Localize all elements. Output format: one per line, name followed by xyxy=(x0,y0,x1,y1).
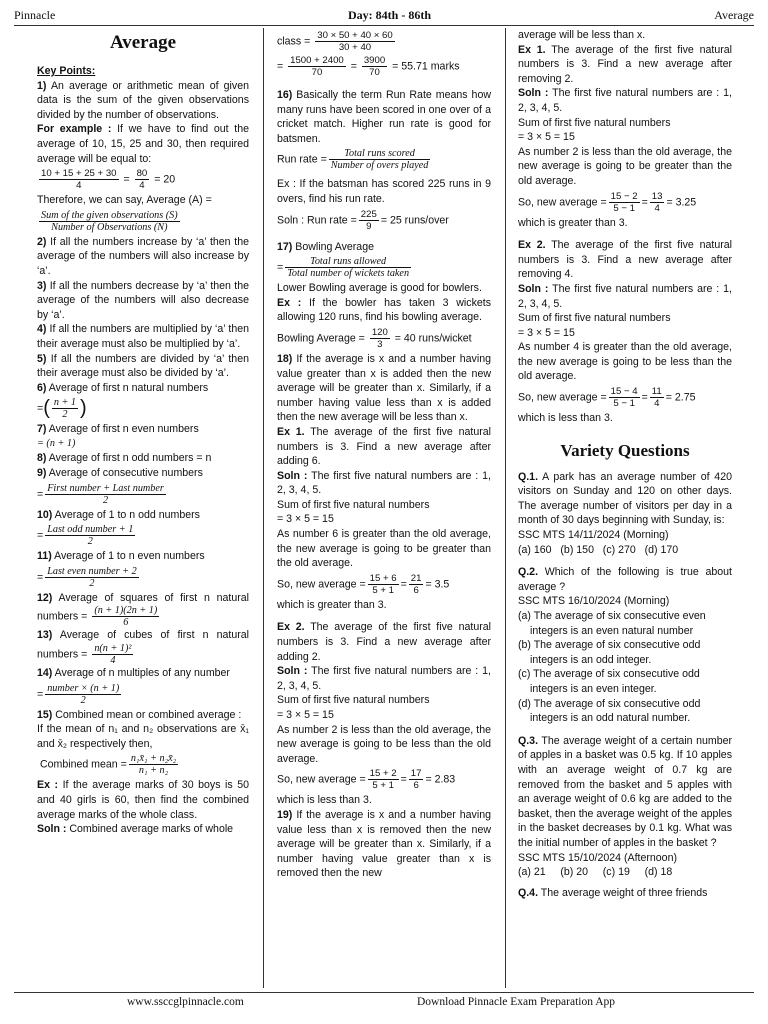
question-2-option-b: (b) The average of six consecutive odd integers is an odd integer. xyxy=(518,639,701,666)
bowling-solution: Bowling Average = $\frac{120}{3}$ = 40 runs/wicket xyxy=(277,326,472,350)
remove-solution-1-calc: So, new average = $\frac{15 - 2}{5 - 1}$ = $\frac{13}{4}$ = 3.25 xyxy=(518,190,697,214)
run-rate-solution: Soln : Run rate = $\frac{225}{9}$ = 25 runs/over xyxy=(277,208,449,232)
remove-solution-1-reason: As number 2 is less than the old average, the new average is going to be greater than the old average. xyxy=(518,145,732,187)
page-title: Average xyxy=(109,32,177,53)
add-solution-2-calc: So, new average = $\frac{15 + 2}{5 + 1}$ = $\frac{17}{6}$ = 2.83 xyxy=(277,768,456,792)
bowling-example: Ex : If the bowler has taken 3 wickets allowing 120 runs, find his bowling average. xyxy=(277,296,491,324)
remove-solution-2: Soln : The first five natural numbers are : 1, 2, 3, 4, 5. xyxy=(518,282,732,310)
run-rate-formula: Run rate = $\frac{\text{Total runs scored}}{\text{Number of overs played}}$ xyxy=(277,148,429,172)
class-average-formula: class = $\frac{30 \times 50 + 40 \times 60}{30 + 40}$ xyxy=(277,30,393,53)
point-12-formula: $\frac{(n + 1)(2n + 1)}{6}$ xyxy=(94,605,158,629)
point-14: 14) Average of n multiples of any number xyxy=(37,667,230,680)
point-16: 16) Basically the term Run Rate means how many runs have been scored in one over of a cricket match. Higher run rate is good for batsmen. xyxy=(277,89,491,145)
add-solution-1-reason: As number 6 is greater than the old average, the new average is going to be greater than the old average. xyxy=(277,528,491,570)
remove-solution-2-reason: As number 4 is greater than the old average, the new average is going to be less than the old average. xyxy=(518,341,732,383)
bowling-average-note: Lower Bowling average is good for bowlers. xyxy=(277,282,482,295)
point-7: 7) Average of first n even numbers xyxy=(37,423,199,436)
bowling-average-formula: = $\frac{\text{Total runs allowed}}{\text{Total number of wickets taken}}$ xyxy=(277,256,410,280)
question-2-option-d: (d) The average of six consecutive odd integers is an odd natural number. xyxy=(518,697,701,725)
column-1 xyxy=(37,28,249,988)
point-11-formula: = $\frac{\text{Last even number + 2}}{2}$ xyxy=(37,565,137,589)
add-solution-2-value: = 3 × 5 = 15 xyxy=(277,709,334,721)
point-1: 1) An average or arithmetic mean of given data is the sum of the given observations divided by the number of observations. xyxy=(37,79,249,121)
footer-website[interactable]: www.ssccglpinnacle.com xyxy=(127,996,244,1008)
variety-questions-title: Variety Questions xyxy=(560,440,690,460)
point-4: 4) If all the numbers are multiplied by ‘a’ then their average must also be multiplied by ‘a’. xyxy=(37,323,249,350)
footer-divider xyxy=(14,992,754,993)
class-average-calc: = $\frac{1500 + 2400}{70}$ = $\frac{3900}{70}$ = 55.71 marks xyxy=(277,55,460,78)
add-solution-1: Soln : The first five natural numbers are : 1, 2, 3, 4, 5. xyxy=(277,469,491,497)
point-19-continued: average will be less than x. xyxy=(518,29,646,41)
question-2-source: SSC MTS 16/10/2024 (Morning) xyxy=(518,595,670,608)
point-9-formula: = $\frac{\text{First number + Last number}}{2}$ xyxy=(37,482,164,506)
combined-solution: Soln : Combined average marks of whole xyxy=(37,823,234,836)
question-3-source: SSC MTS 15/10/2024 (Afternoon) xyxy=(518,851,677,864)
add-solution-2: Soln : The first five natural numbers are : 1, 2, 3, 4, 5. xyxy=(277,665,491,692)
average-formula: $\frac{\text{Sum of the given observations (S)}}{\text{Number of Observations (N)}}$ xyxy=(41,209,178,233)
question-3: Q.3. The average weight of a certain number of apples in a basket was 0.5 kg. If 10 apples with an average weight of 0.7 kg are removed from the basket and 5 apples with an average weight of 0.6 kg are added to the basket, then the average weight of the apples in the basket decreases by 0.1 kg. What was the initial number of apples in the basket ? xyxy=(518,734,732,849)
point-13: 13) Average of cubes of first n natural numbers = $\frac{\text{n(n + 1)²}}{4}$ xyxy=(37,629,249,667)
point-15: 15) Combined mean or combined average : xyxy=(37,708,242,721)
question-1-options: (a) 160 (b) 150 (c) 270 (d) 170 xyxy=(518,543,679,556)
add-solution-2-result: which is less than 3. xyxy=(277,794,372,807)
point-15-text: If the mean of n₁ and n₂ observations are x̄₁ and x̄₂ respectively then, xyxy=(37,723,249,750)
remove-example-2: Ex 2. The average of the first five natural numbers is 3. Find a new average after removing 4. xyxy=(518,239,732,281)
point-13-formula: $\frac{\text{n(n + 1)²}}{4}$ xyxy=(94,643,132,667)
remove-solution-2-value: = 3 × 5 = 15 xyxy=(518,326,575,339)
question-2: Q.2. Which of the following is true about average ? xyxy=(518,566,732,593)
remove-solution-1-value: = 3 × 5 = 15 xyxy=(518,131,575,144)
add-solution-1-calc: So, new average = $\frac{15 + 6}{5 + 1}$ = $\frac{21}{6}$ = 3.5 xyxy=(277,572,450,596)
add-solution-1-result: which is greater than 3. xyxy=(277,598,387,611)
column-divider-1 xyxy=(263,28,264,988)
combined-example: Ex : If the average marks of 30 boys is 50 and 40 girls is 60, then find the combined average marks of the whole class. xyxy=(37,779,249,821)
point-11: 11) Average of 1 to n even numbers xyxy=(37,550,205,563)
remove-solution-2-result: which is less than 3. xyxy=(518,412,613,425)
question-2-option-a: (a) The average of six consecutive even integers is an even natural number xyxy=(518,610,706,637)
add-example-1: Ex 1. The average of the first five natural numbers is 3. Find a new average after adding 6. xyxy=(277,425,491,468)
question-4: Q.4. The average weight of three friends xyxy=(518,886,708,899)
add-example-2: Ex 2. The average of the first five natural numbers is 3. Find a new average after adding 2. xyxy=(277,621,491,663)
point-7-formula: = (n + 1) xyxy=(37,437,76,449)
page-footer xyxy=(0,992,768,1024)
question-1-source: SSC MTS 14/11/2024 (Morning) xyxy=(518,529,669,542)
point-2: 2) If all the numbers increase by ‘a’ then the average of the numbers will also increase by ‘a’. xyxy=(37,235,249,277)
point-19: 19) If the average is x and a number having value less than x is removed then the new average will be greater than x. Similarly, if a number having value greater than x is removed then the new xyxy=(277,808,491,880)
header-brand: Pinnacle xyxy=(14,8,56,22)
remove-solution-1-result: which is greater than 3. xyxy=(518,216,628,229)
remove-example-1: Ex 1. The average of the first five natural numbers is 3. Find a new average after removing 2. xyxy=(518,43,732,85)
add-solution-1-value: = 3 × 5 = 15 xyxy=(277,513,334,526)
example-formula: $\frac{10 + 15 + 25 + 30}{4}$ = $\frac{80}{4}$ = 20 xyxy=(41,168,176,192)
point-10: 10) Average of 1 to n odd numbers xyxy=(37,508,200,521)
header-topic: Average xyxy=(714,8,754,22)
header-day: Day: 84th - 86th xyxy=(348,8,431,22)
point-10-formula: = $\frac{\text{Last odd number + 1}}{2}$ xyxy=(37,524,134,548)
footer-app-link[interactable]: Download Pinnacle Exam Preparation App xyxy=(417,996,616,1008)
point-18: 18) If the average is x and a number having value greater than x is added then the new average will be greater than x. Similarly, if a number having value less than x is added then the new average will be less than x. xyxy=(277,352,491,424)
header-divider xyxy=(14,25,754,26)
add-solution-2-reason: As number 2 is less than the old average, the new average is going to be less than the old average. xyxy=(277,723,491,765)
add-solution-1-sum: Sum of first five natural numbers xyxy=(277,498,430,511)
point-14-formula: = $\frac{\text{number × (n + 1)}}{2}$ xyxy=(37,682,120,706)
point-5: 5) If all the numbers are divided by ‘a’ then their average must also be divided by ‘a’. xyxy=(37,352,249,380)
column-3 xyxy=(518,28,732,988)
average-definition: Therefore, we can say, Average (A) = xyxy=(37,194,212,207)
question-3-options: (a) 21 (b) 20 (c) 19 (d) 18 xyxy=(518,866,673,879)
remove-solution-1-sum: Sum of first five natural numbers xyxy=(518,116,671,129)
point-6-formula: =( $\frac{n + 1}{2}$ ) xyxy=(37,397,87,421)
column-divider-2 xyxy=(505,28,506,988)
run-rate-example: Ex : If the batsman has scored 225 runs in 9 overs, find his run rate. xyxy=(277,178,491,205)
point-9: 9) Average of consecutive numbers xyxy=(37,467,203,480)
question-1: Q.1. A park has an average number of 420 visitors on Sunday and 120 on other days. The average number of visitors per day in a month of 30 days beginning with Sunday, is: xyxy=(518,470,732,527)
question-2-option-c: (c) The average of six consecutive odd integers is an even integer. xyxy=(518,668,700,695)
point-3: 3) If all the numbers decrease by ‘a’ then the average of the numbers will also decrease by ‘a’. xyxy=(37,279,249,321)
page-header xyxy=(0,0,768,26)
combined-mean-formula: Combined mean = $\frac{\text{n₁x̄₁ + n₂x̄₂}}{\text{n₁ + n₂}}$ xyxy=(39,753,177,777)
point-8: 8) Average of first n odd numbers = n xyxy=(37,452,212,465)
column-2 xyxy=(277,28,491,988)
remove-solution-2-sum: Sum of first five natural numbers xyxy=(518,312,671,325)
remove-solution-1: Soln : The first five natural numbers are : 1, 2, 3, 4, 5. xyxy=(518,87,732,114)
example-text: For example : If we have to find out the average of 10, 15, 25 and 30, then required average will be equal to: xyxy=(37,123,249,165)
point-12: 12) Average of squares of first n natural numbers = $\frac{(n + 1)(2n + 1)}{6}$ xyxy=(37,591,249,629)
key-points-heading: Key Points: xyxy=(37,65,96,77)
point-17: 17) Bowling Average xyxy=(277,240,374,253)
point-6: 6) Average of first n natural numbers xyxy=(37,381,209,394)
add-solution-2-sum: Sum of first five natural numbers xyxy=(277,694,430,707)
remove-solution-2-calc: So, new average = $\frac{15 - 4}{5 - 1}$ = $\frac{11}{4}$ = 2.75 xyxy=(518,386,696,410)
